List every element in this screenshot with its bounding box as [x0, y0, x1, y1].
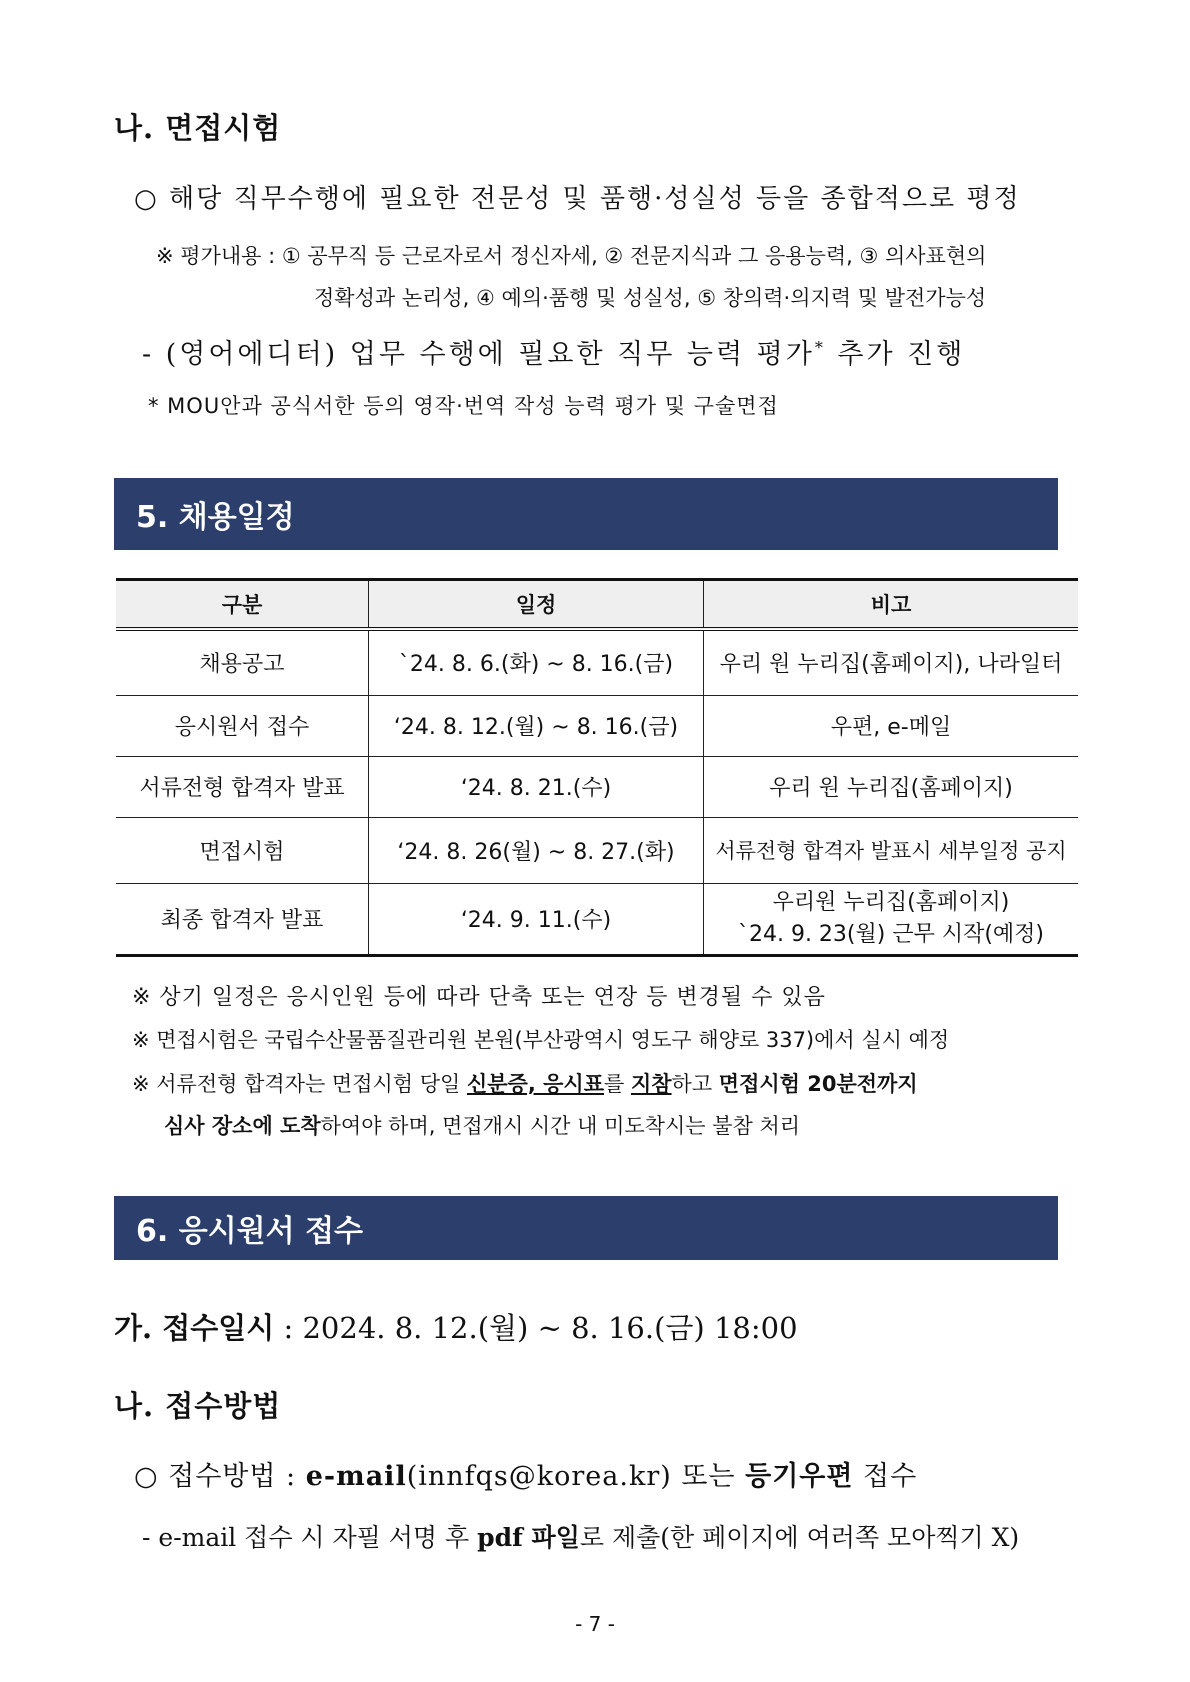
interview-heading: 나. 면접시험 — [114, 111, 282, 145]
submission-pdf: pdf 파일 — [477, 1523, 580, 1552]
schedule-note-1: ※ 상기 일정은 응시인원 등에 따라 단축 또는 연장 등 변경될 수 있음 — [132, 985, 826, 1010]
method-pre: ○ 접수방법 : — [134, 1461, 306, 1492]
submission-pre: - e-mail 접수 시 자필 서명 후 — [142, 1523, 478, 1552]
header-remarks: 비고 — [704, 580, 1079, 630]
editor-line-text: - (영어에디터) 업무 수행에 필요한 직무 능력 평가 — [142, 339, 815, 370]
table-row — [116, 629, 1078, 695]
note3-line2-rest: 하여야 하며, 면접개시 시간 내 미도착시는 불참 처리 — [320, 1114, 801, 1138]
note3-arrive-time: 면접시험 20분전까지 — [718, 1072, 918, 1096]
table-row — [116, 695, 1078, 756]
note3-mid1: 를 — [604, 1072, 631, 1096]
header-category: 구분 — [116, 580, 369, 630]
section6-banner — [114, 1196, 1058, 1260]
interview-criteria-line1: ※ 평가내용 : ① 공무직 등 근로자로서 정신자세, ② 전문지식과 그 응용능력, ③ 의사표현의 — [156, 244, 987, 268]
table-row — [116, 817, 1078, 883]
row-category: 응시원서 접수 — [116, 695, 369, 756]
row-category: 최종 합격자 발표 — [116, 883, 369, 955]
schedule-note-2: ※ 면접시험은 국립수산물품질관리원 본원(부산광역시 영도구 해양로 337)에서 실시 예정 — [132, 1028, 950, 1052]
editor-line-tail: 추가 진행 — [825, 339, 966, 370]
method-tail: 접수 — [853, 1461, 918, 1492]
table-row — [116, 756, 1078, 817]
row-remarks-line1: 우리원 누리집(홈페이지) — [772, 889, 1010, 915]
schedule-table — [116, 578, 1078, 957]
schedule-note-3 — [132, 1068, 918, 1098]
row-remarks — [704, 883, 1079, 955]
section5-title: 5. 채용일정 — [136, 500, 295, 535]
row-category: 서류전형 합격자 발표 — [116, 756, 369, 817]
row-remarks: 우리 원 누리집(홈페이지), 나라일터 — [704, 629, 1079, 695]
interview-criteria-line2: 정확성과 논리성, ④ 예의·품행 및 성실성, ⑤ 창의력·의지력 및 발전가능성 — [314, 286, 987, 310]
row-remarks: 서류전형 합격자 발표시 세부일정 공지 — [704, 817, 1079, 883]
row-category: 면접시험 — [116, 817, 369, 883]
section5-banner — [114, 478, 1058, 550]
note3-pre: ※ 서류전형 합격자는 면접시험 당일 — [132, 1072, 467, 1096]
editor-footnote-mark: * — [814, 338, 826, 357]
note3-id-items: 신분증, 응시표 — [466, 1072, 604, 1096]
row-schedule: ‘24. 9. 11.(수) — [369, 883, 704, 955]
note3-bring: 지참 — [630, 1072, 672, 1096]
editor-line — [142, 332, 965, 371]
note3-arrive-place: 심사 장소에 도착 — [164, 1114, 321, 1138]
method-email: e-mail — [305, 1461, 407, 1492]
row-schedule: ‘24. 8. 26(월) ~ 8. 27.(화) — [369, 817, 704, 883]
email-submission-line — [142, 1518, 1019, 1554]
row-remarks-line2: `24. 9. 23(월) 근무 시작(예정) — [737, 921, 1045, 947]
section6-title: 6. 응시원서 접수 — [136, 1214, 364, 1249]
table-header-row — [116, 580, 1078, 630]
row-schedule: `24. 8. 6.(화) ~ 8. 16.(금) — [369, 629, 704, 695]
interview-bullet: ○ 해당 직무수행에 필요한 전문성 및 품행·성실성 등을 종합적으로 평정 — [134, 184, 1021, 214]
table-row — [116, 883, 1078, 955]
receipt-method-heading: 나. 접수방법 — [114, 1389, 282, 1423]
editor-footnote: * MOU안과 공식서한 등의 영작·번역 작성 능력 평가 및 구술면접 — [148, 394, 779, 418]
method-address: (innfqs@korea.kr) 또는 — [406, 1461, 746, 1492]
row-remarks: 우리 원 누리집(홈페이지) — [704, 756, 1079, 817]
row-schedule: ‘24. 8. 12.(월) ~ 8. 16.(금) — [369, 695, 704, 756]
row-category: 채용공고 — [116, 629, 369, 695]
method-registered-mail: 등기우편 — [745, 1461, 854, 1492]
schedule-note-3-line2 — [164, 1110, 800, 1140]
page-number: - 7 - — [575, 1612, 615, 1636]
header-schedule: 일정 — [369, 580, 704, 630]
receipt-method-line — [134, 1454, 917, 1493]
receipt-period-value: : 2024. 8. 12.(월) ~ 8. 16.(금) 18:00 — [274, 1311, 798, 1345]
receipt-period-label: 가. 접수일시 — [114, 1311, 275, 1345]
submission-tail: 로 제출(한 페이지에 여러쪽 모아찍기 X) — [579, 1523, 1020, 1552]
row-remarks: 우편, e-메일 — [704, 695, 1079, 756]
receipt-period — [114, 1306, 798, 1347]
note3-mid2: 하고 — [671, 1072, 719, 1096]
row-schedule: ‘24. 8. 21.(수) — [369, 756, 704, 817]
